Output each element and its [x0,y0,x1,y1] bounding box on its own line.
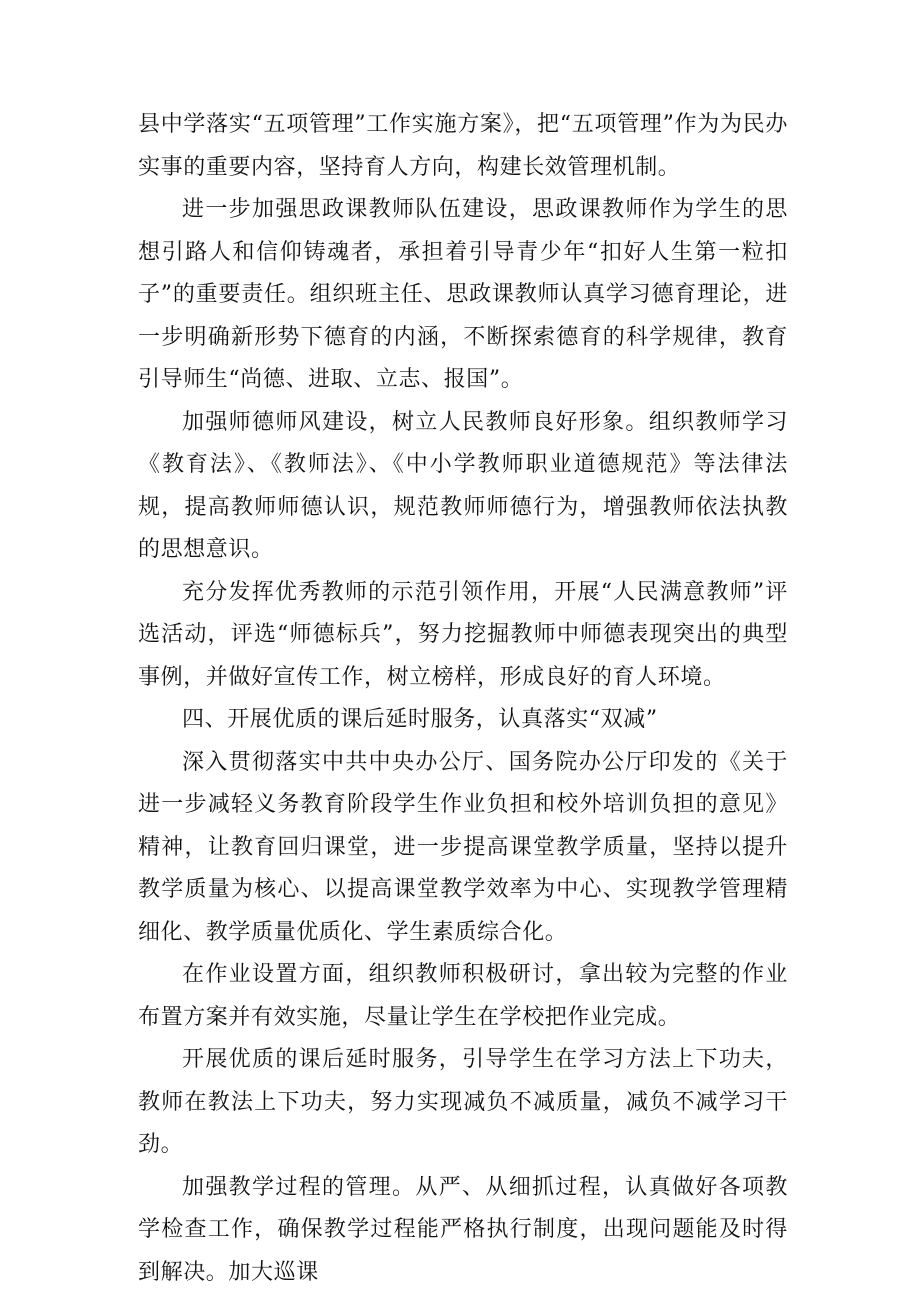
paragraph-ethics: 加强师德师风建设，树立人民教师良好形象。组织教师学习《教育法》、《教师法》、《中小学教师职业道德规范》等法律法规，提高教师师德认识，规范教师师德行为，增强教师依法执教的思想意识。 [138,409,788,562]
paragraph-continuation: 县中学落实“五项管理”工作实施方案》，把“五项管理”作为为民办实事的重要内容，坚持育人方向，构建长效管理机制。 [138,112,788,180]
paragraph-teacher-team: 进一步加强思政课教师队伍建设，思政课教师作为学生的思想引路人和信仰铸魂者，承担着引导青少年“扣好人生第一粒扣子”的重要责任。组织班主任、思政课教师认真学习德育理论，进一步明确新形势下德育的内涵，不断探索德育的科学规律，教育引导师生“尚德、进取、立志、报国”。 [138,197,788,392]
document-body [138,104,788,1294]
section-heading-4: 四、开展优质的课后延时服务，认真落实“双减” [182,707,658,732]
paragraph-role-models: 充分发挥优秀教师的示范引领作用，开展“人民满意教师”评选活动，评选“师德标兵”，努力挖掘教师中师德表现突出的典型事例，并做好宣传工作，树立榜样，形成良好的育人环境。 [138,579,788,690]
paragraph-double-reduction: 深入贯彻落实中共中央办公厅、国务院办公厅印发的《关于进一步减轻义务教育阶段学生作业负担和校外培训负担的意见》精神，让教育回归课堂，进一步提高课堂教学质量，坚持以提升教学质量为核心、以提高课堂教学效率为中心、实现教学管理精细化、教学质量优质化、学生素质综合化。 [138,749,788,945]
paragraph-after-school: 开展优质的课后延时服务，引导学生在学习方法上下功夫，教师在教法上下功夫，努力实现减负不减质量，减负不减学习干劲。 [138,1047,788,1157]
paragraph-homework: 在作业设置方面，组织教师积极研讨，拿出较为完整的作业布置方案并有效实施，尽量让学生在学校把作业完成。 [138,962,788,1030]
paragraph-teaching-process: 加强教学过程的管理。从严、从细抓过程，认真做好各项教学检查工作，确保教学过程能严格执行制度，出现问题能及时得到解决。加大巡课 [138,1174,788,1285]
